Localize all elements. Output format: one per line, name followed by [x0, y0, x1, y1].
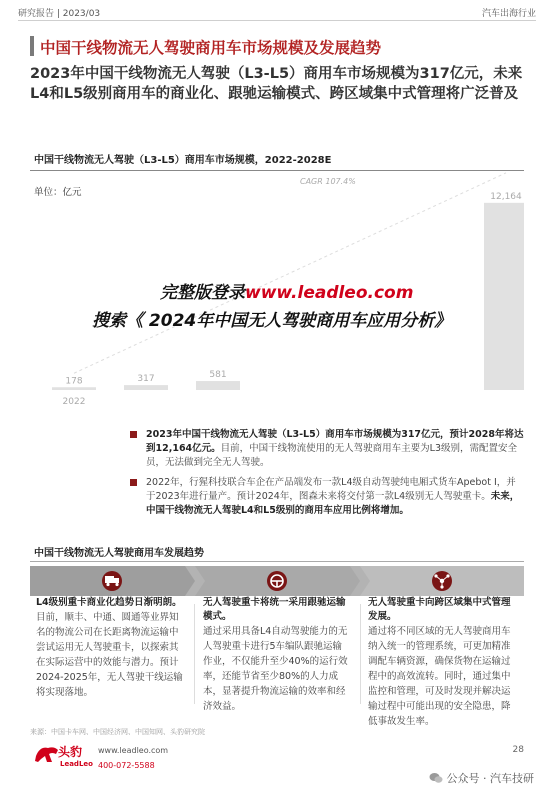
source-note: 来源：中国卡车网、中国经济网、中国知网、头豹研究院 [30, 728, 205, 736]
cagr-label: CAGR 107.4% [300, 177, 356, 186]
x-tick-label: 2022 [62, 397, 86, 407]
header-report-label: 研究报告 | 2023/03 [18, 9, 101, 19]
trend-section-divider [30, 561, 524, 562]
trend-heading: L4级别重卡商业化趋势日渐明朗。 [36, 597, 182, 608]
column-divider [194, 604, 195, 704]
watermark-url[interactable]: www.leadleo.com [245, 283, 414, 303]
trend-arrow-band [30, 566, 524, 596]
trend-heading: 无人驾驶重卡向跨区域集中式管理发展。 [368, 597, 511, 622]
finding-bold-tail: 未来，中国干线物流无人驾驶L4和L5级别的商用车应用比例将增加。 [146, 491, 520, 516]
trend-column-3 [368, 596, 516, 729]
website-link[interactable]: www.leadleo.com [98, 746, 169, 755]
wechat-icon [429, 772, 443, 784]
chart-unit-label: 单位：亿元 [34, 187, 82, 198]
page-number: 28 [512, 745, 524, 755]
trend-column-2 [203, 596, 351, 714]
header-divider [18, 20, 536, 21]
bullet-square-icon [130, 479, 137, 486]
bar-value-label: 317 [137, 374, 155, 385]
chart-bar [124, 385, 168, 390]
steering-wheel-icon [267, 571, 287, 591]
bar-value-label: 178 [65, 376, 83, 387]
trend-column-1 [36, 596, 184, 700]
page-subtitle: 2023年中国干线物流无人驾驶（L3-L5）商用车市场规模为317亿元，未来L4和L5级别商用车的商业化、跟驰运输模式、跨区域集中式管理将广泛普及 [30, 66, 523, 102]
watermark-line-1 [160, 278, 413, 303]
bullet-square-icon [130, 431, 137, 438]
chart-bar [52, 387, 96, 390]
chart-bar [484, 203, 524, 390]
phone-number: 400-072-5588 [98, 761, 155, 770]
bar-value-label: 12,164 [490, 191, 522, 202]
bar-value-label: 581 [209, 370, 227, 381]
watermark-prefix: 完整版登录 [160, 283, 245, 303]
trend-body: 通过将不同区域的无人驾驶商用车纳入统一的管理系统，可更加精准调配车辆资源，确保货物在运输过程中的高效流转。同时，通过集中监控和管理，可及时发现并解决运输过程中可能出现的安全隐患，降低事故发生率。 [368, 626, 511, 727]
chart-title: 中国干线物流无人驾驶（L3-L5）商用车市场规模，2022-2028E [34, 155, 332, 166]
trend-section-title: 中国干线物流无人驾驶商用车发展趋势 [34, 548, 204, 559]
truck-icon [102, 571, 122, 591]
finding-text: 目前，中国干线物流使用的无人驾驶商用车主要为L3级别，需配置安全员，无法做到完全无人驾驶。 [146, 443, 518, 468]
finding-item [130, 428, 525, 470]
chart-bar [196, 381, 240, 390]
page-title: 中国干线物流无人驾驶商用车市场规模及发展趋势 [40, 39, 382, 57]
finding-text: 2022年，行猩科技联合车企在产品端发布一款L4级自动驾驶纯电厢式货车Apebot I，并于2023年进行量产。预计2024年，图森未来将交付第一款L4级别无人驾驶重卡。 [146, 477, 516, 502]
network-hub-icon [432, 571, 452, 591]
logo-english: LeadLeo [60, 760, 93, 768]
title-accent-bar [30, 36, 34, 56]
header-industry-label: 汽车出海行业 [481, 9, 536, 19]
cagr-trend-line [74, 173, 506, 373]
finding-item [130, 476, 525, 518]
trend-body: 通过采用具备L4自动驾驶能力的无人驾驶重卡进行5车编队跟驰运输作业，不仅能升至少40%的运行效率，还能节省至少80%的人力成本，显著提升物流运输的效率和经济效益。 [203, 626, 348, 712]
logo-chinese: 头豹 [58, 745, 83, 759]
column-divider [360, 604, 361, 704]
wechat-account [429, 770, 535, 786]
trend-body: 目前，顺丰、中通、圆通等业界知名的物流公司在长距离物流运输中尝试运用无人驾驶重卡，以探索其在实际运营中的效能与潜力。预计2024-2025年，无人驾驶干线运输将实现落地。 [36, 612, 183, 698]
trend-heading: 无人驾驶重卡将统一采用跟驰运输模式。 [203, 597, 346, 622]
watermark-line-2: 搜索《 2024年中国无人驾驶商用车应用分析》 [92, 311, 452, 331]
wechat-name: 公众号 · 汽车技研 [446, 772, 534, 785]
chart-title-divider [30, 170, 524, 171]
finding-bold: 2023年中国干线物流无人驾驶（L3-L5）商用车市场规模为317亿元，预计2028年将达到12,164亿元。 [146, 429, 524, 454]
leopard-logo-icon [34, 742, 60, 764]
key-findings [130, 428, 525, 524]
